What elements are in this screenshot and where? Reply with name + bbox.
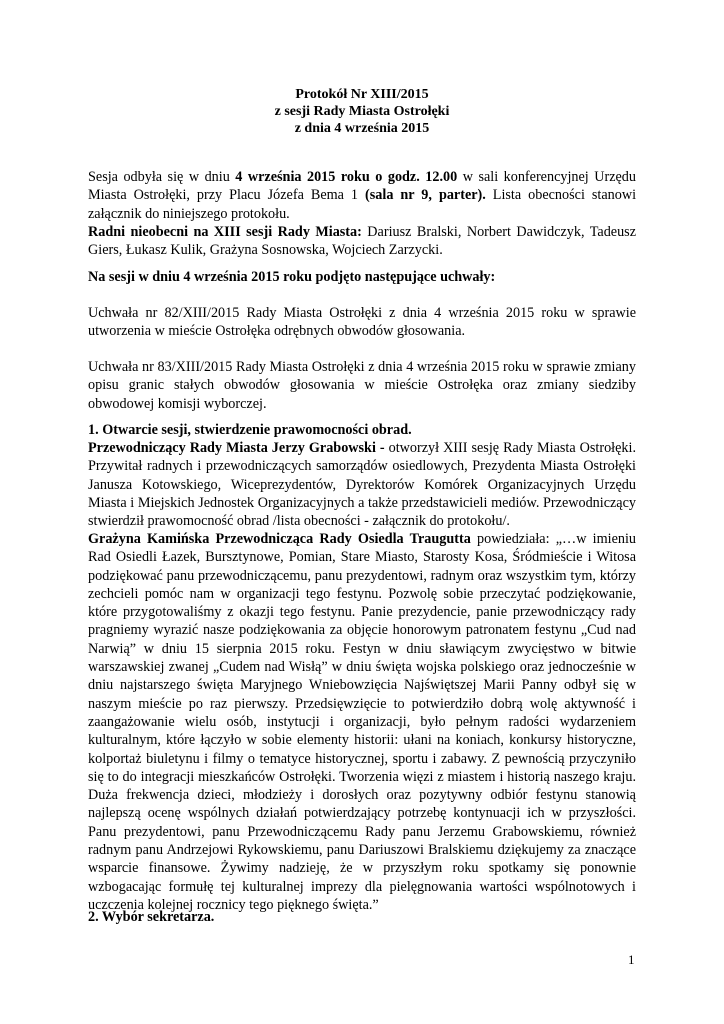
speaker-chairman: Przewodniczący Rady Miasta Jerzy Grabowski - [88,440,385,456]
intro-room: (sala nr 9, parter). [365,187,486,204]
intro-text-3: Lista obecności stanowi załącznik do niniejszego protokołu. [88,187,637,222]
intro-text-2: w sali konferencyjnej Urzędu Miasta Ostrołęki, przy Placu Józefa Bema 1 [88,169,636,204]
resolutions-heading: Na sesji w dniu 4 września 2015 roku podjęto następujące uchwały: [88,269,496,285]
resolution-82: Uchwała nr 82/XIII/2015 Rady Miasta Ostrołęki z dnia 4 września 2015 roku w sprawie utworzenia w mieście Ostrołęka odrębnych obwodów głosowania. [88,305,636,340]
intro-date-time: 4 września 2015 roku o godz. 12.00 [235,169,458,185]
section-1-opening [88,439,636,530]
section-1-speech [88,530,636,914]
absent-label: Radni nieobecni na XIII sesji Rady Miasta: [88,223,362,240]
page-number: 1 [628,952,635,967]
intro-paragraph [88,168,636,259]
resolution-83: Uchwała nr 83/XIII/2015 Rady Miasta Ostrołęki z dnia 4 września 2015 roku w sprawie zmiany opisu granic stałych obwodów głosowania w mieście Ostrołęka oraz zmiany siedziby obwodowej komisji wyborczej. [88,359,636,412]
title-line-3: z dnia 4 września 2015 [294,121,430,136]
title-line-1: Protokół Nr XIII/2015 [295,87,429,102]
speaker-kaminska: Grażyna Kamińska Przewodnicząca Rady Osiedla Traugutta [88,531,471,547]
title-line-2: z sesji Rady Miasta Ostrołęki [274,104,450,119]
intro-text-1: Sesja odbyła się w dniu [88,169,236,185]
section-2-heading: 2. Wybór sekretarza. [88,909,215,925]
chairman-statement: otworzył XIII sesję Rady Miasta Ostrołęki. Przywitał radnych i przewodniczących samorządów osiedlowych, Prezydenta Miasta Ostrołęki Janusza Kotowskiego, Wiceprezydentów, Dyrektorów Komórek Organizacyjnych Urzędu Miasta i Miejskich Jednostek Organizacyjnych a także przedstawicieli mediów. Przewodniczący stwierdził prawomocność obrad /lista obecności - załącznik do protokołu/. [88,440,636,530]
section-1-heading: 1. Otwarcie sesji, stwierdzenie prawomocności obrad. [88,422,412,438]
protocol-title [0,86,724,137]
kaminska-statement: powiedziała: „…w imieniu Rad Osiedli Łazek, Bursztynowe, Pomian, Stare Miasto, Starosty Kosa, Śródmieście i Witosa podziękować panu przewodniczącemu, panu prezydentowi, radnym oraz wszystkim tym, którzy zechcieli pomóc nam w organizacji tego festynu. Pozwolę sobie przeczytać podziękowanie, które przygotowaliśmy z okazji tego festynu. Panie prezydencie, panie przewodniczący rady pragniemy wyrazić nasze podziękowania za objęcie honorowym patronatem festynu „Cud nad Narwią” w dniu 15 sierpnia 2015 roku. Festyn w dniu sławiącym zwycięstwo w bitwie warszawskiej zwanej „Cudem nad Wisłą” w dniu święta wojska polskiego oraz jednocześnie w dniu najstarszego święta Maryjnego Wniebowzięcia Najświętszej Marii Panny odbył się w naszym mieście po raz pierwszy. Przedsięwzięcie to potwierdziło dobrą wolę aktywność i zaangażowanie wielu osób, instytucji i organizacji, było pełnym radości wydarzeniem kulturalnym, które łączyło w sobie elementy historii: ułani na koniach, konkursy historyczne, kolportaż biuletynu i filmy o tematyce historycznej, sportu i zabawy. Z pewnością przyczyniło się to do integracji mieszkańców Ostrołęki. Tworzenia więzi z miastem i historią naszego kraju. Duża frekwencja dzieci, młodzieży i dorosłych oraz pozytywny odbiór festynu stanowią najlepszą ocenę wspólnych działań potwierdzający potrzebę kontynuacji ich w przyszłości. Panu prezydentowi, panu Przewodniczącemu Rady panu Jerzemu Grabowskiemu, również radnym panu Andrzejowi Rykowskiemu, panu Dariuszowi Bralskiemu dziękujemy za znaczące wsparcie finansowe. Żywimy nadzieję, że w przyszłym roku spotkamy się ponownie wzbogacając formułę tej kulturalnej imprezy dla pielęgnowania wartości wspólnotowych i uczczenia kolejnej rocznicy tego pięknego święta.” [88,531,637,913]
absent-list: Dariusz Bralski, Norbert Dawidczyk, Tadeusz Giers, Łukasz Kulik, Grażyna Sosnowska, Wojciech Zarzycki. [88,223,636,259]
